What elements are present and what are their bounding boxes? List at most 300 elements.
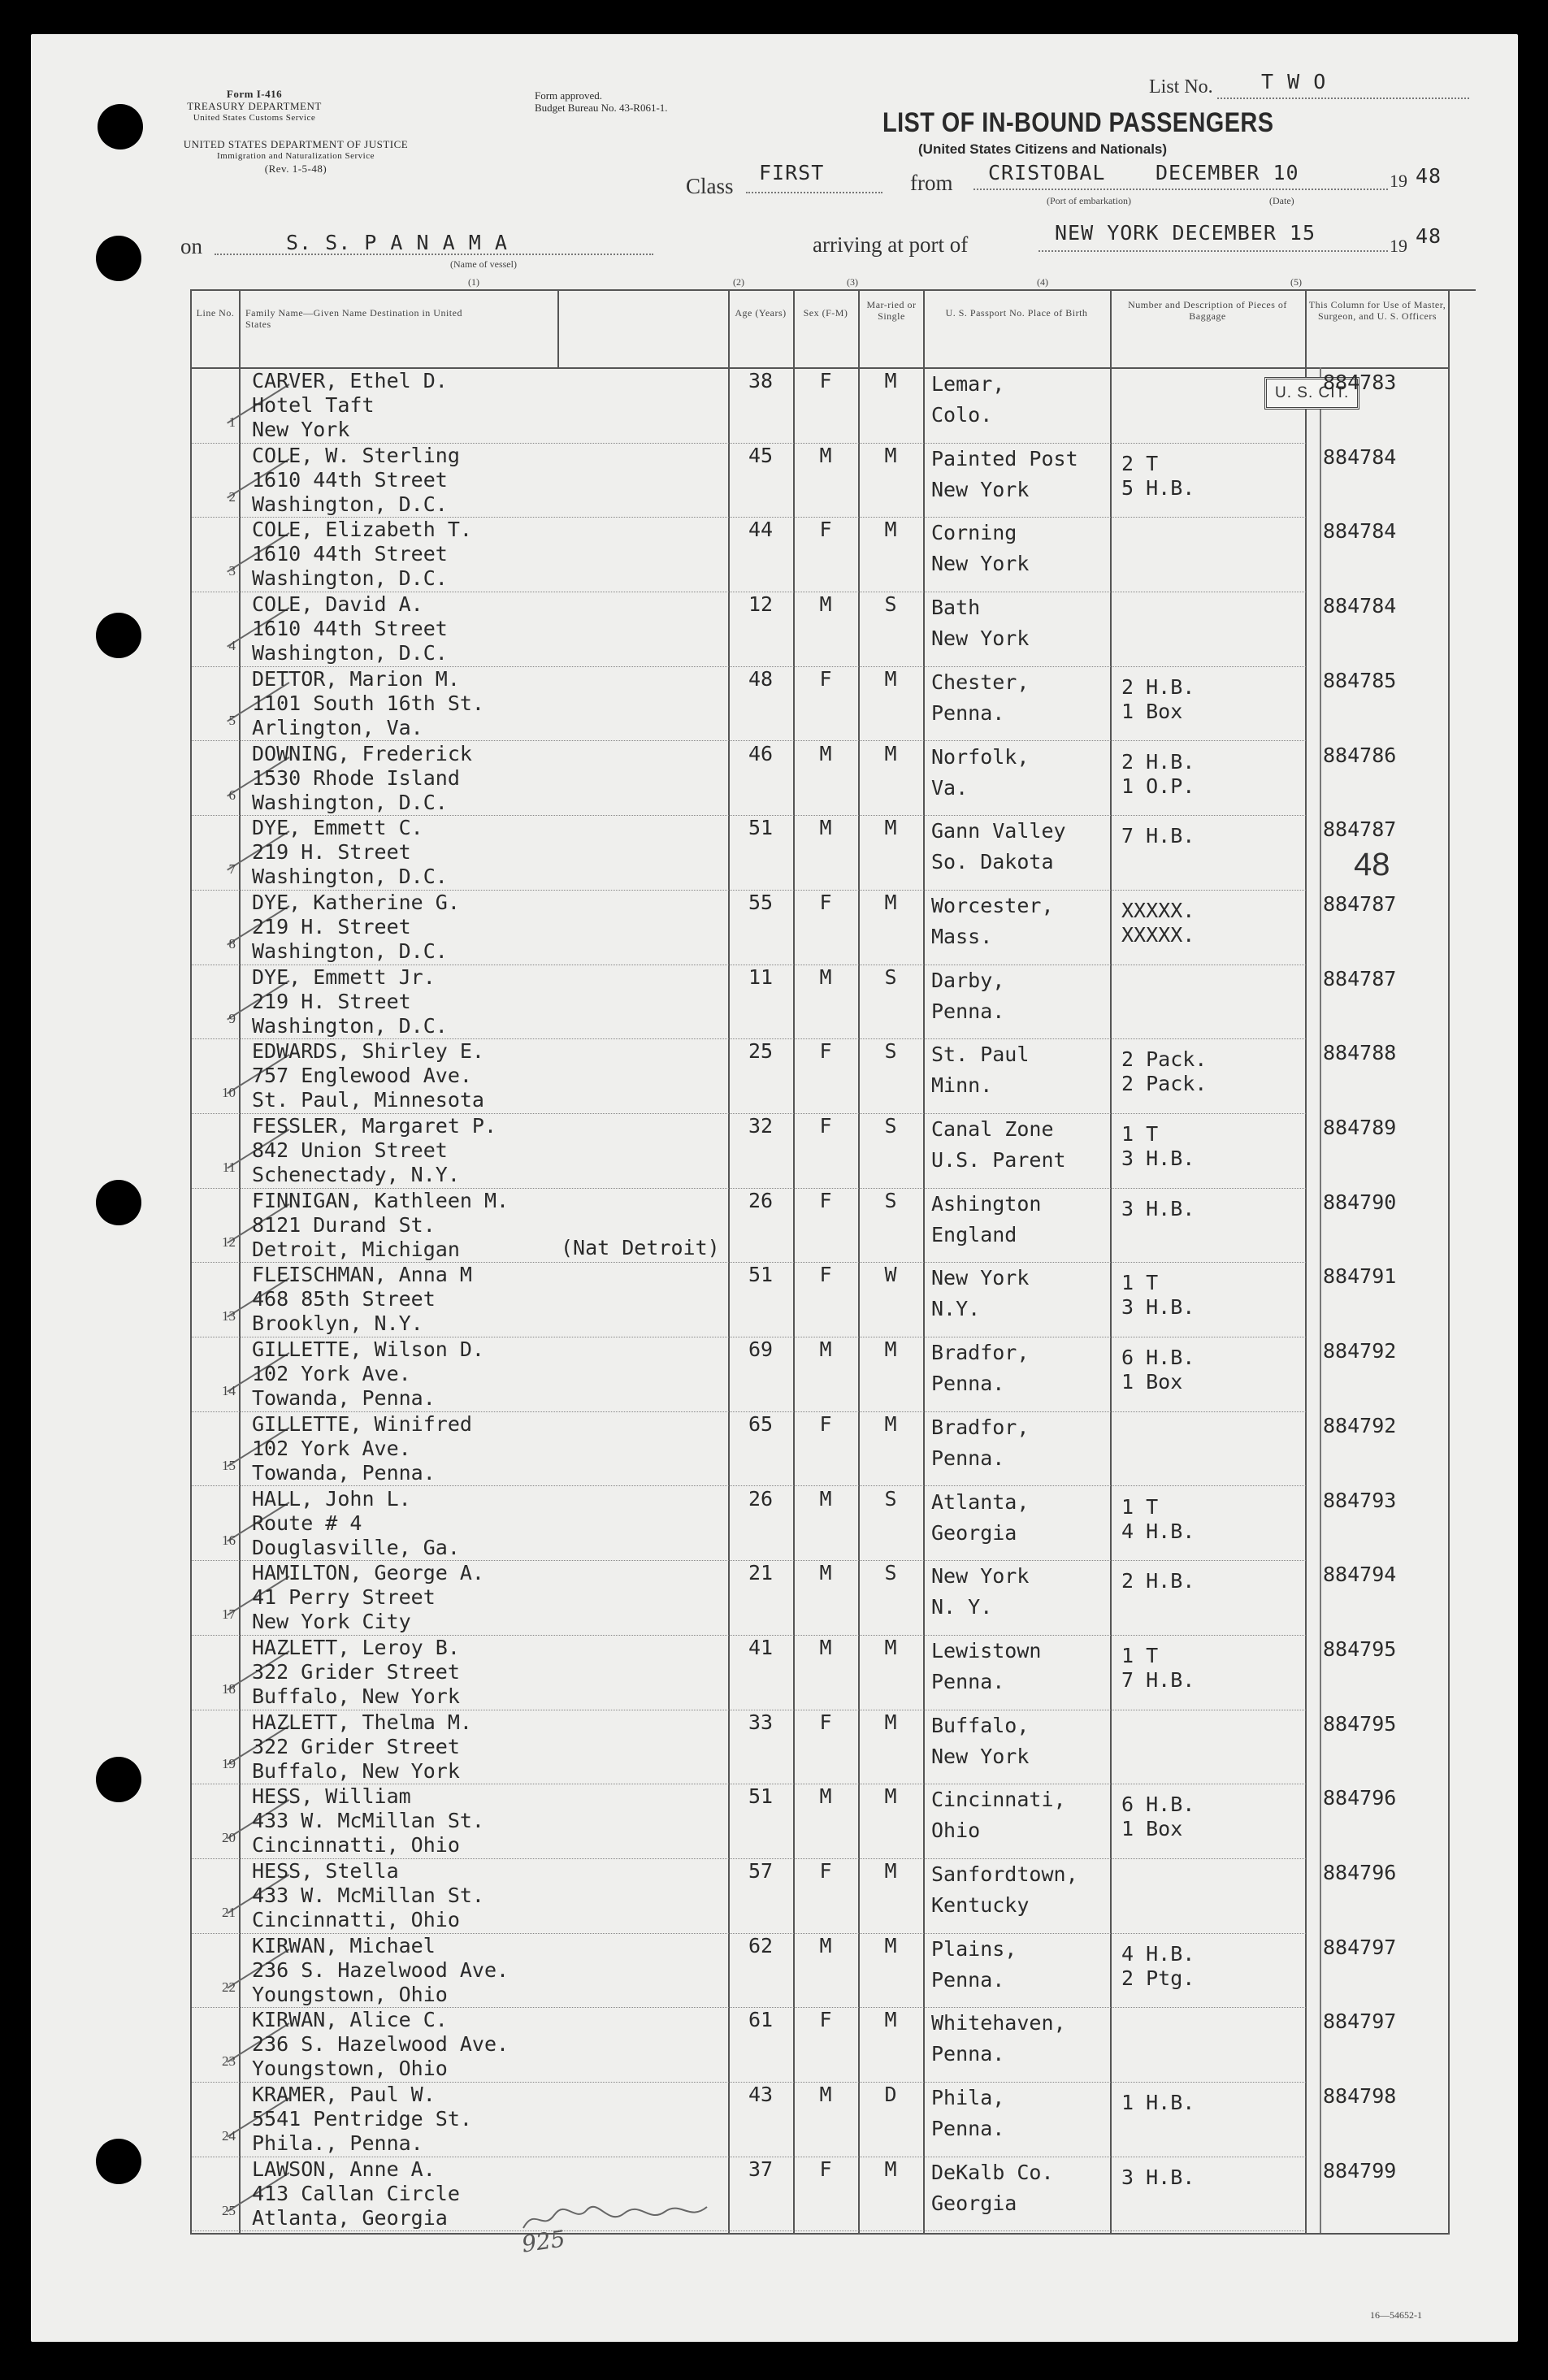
dept2-subname: Immigration and Naturalization Service bbox=[216, 151, 375, 161]
reference-number: 884796 bbox=[1323, 1786, 1397, 1810]
line-number: 12 bbox=[222, 1233, 236, 1250]
table-row bbox=[192, 1487, 1448, 1562]
reference-number: 884799 bbox=[1323, 2158, 1397, 2183]
sex: M bbox=[819, 1635, 832, 1659]
passenger-name: DYE, Emmett C. bbox=[252, 816, 423, 840]
marital-status: M bbox=[884, 369, 897, 392]
passenger-name: HALL, John L. bbox=[252, 1486, 411, 1511]
marital-status: S bbox=[884, 1188, 897, 1212]
baggage-line1: 2 H.B. bbox=[1121, 674, 1195, 699]
birth-place-line1: Bradfor, bbox=[931, 1415, 1030, 1439]
year-prefix-2: 19 bbox=[1390, 236, 1407, 256]
row-divider bbox=[192, 2230, 1306, 2231]
reference-number: 884795 bbox=[1323, 1711, 1397, 1736]
address-city: Detroit, Michigan bbox=[252, 1237, 460, 1261]
age: 48 bbox=[748, 666, 774, 691]
passenger-name: KIRWAN, Alice C. bbox=[252, 2008, 448, 2032]
line-number: 3 bbox=[228, 563, 236, 579]
baggage-line1: 6 H.B. bbox=[1121, 1793, 1195, 1817]
sex: F bbox=[819, 666, 832, 691]
line-number: 2 bbox=[228, 488, 236, 505]
passenger-name: DYE, Katherine G. bbox=[252, 890, 460, 914]
sex: F bbox=[819, 1114, 832, 1138]
baggage-line1: 2 Pack. bbox=[1121, 1047, 1208, 1072]
col-married: Mar-ried or Single bbox=[866, 299, 917, 322]
port-of-embarkation: CRISTOBAL bbox=[988, 161, 1106, 184]
line-number: 1 bbox=[228, 414, 236, 430]
sex: M bbox=[819, 816, 832, 840]
reference-number: 884792 bbox=[1323, 1413, 1397, 1437]
table-row bbox=[192, 1337, 1448, 1412]
address-city: Washington, D.C. bbox=[252, 492, 448, 516]
age: 43 bbox=[748, 2083, 774, 2107]
marital-status: M bbox=[884, 1411, 897, 1436]
address-city: Washington, D.C. bbox=[252, 790, 448, 814]
punch-hole bbox=[98, 104, 143, 150]
reference-number: 884787 bbox=[1323, 891, 1397, 916]
line-number: 10 bbox=[222, 1085, 236, 1101]
address-city: Cincinnatti, Ohio bbox=[252, 1908, 460, 1931]
passenger-name: GILLETTE, Winifred bbox=[252, 1411, 472, 1436]
birth-place-line2: So. Dakota bbox=[931, 850, 1054, 874]
date-caption: (Date) bbox=[1269, 195, 1294, 206]
line-number: 22 bbox=[222, 1979, 236, 1995]
reference-number: 884788 bbox=[1323, 1041, 1397, 1065]
col-age: Age (Years) bbox=[735, 307, 787, 319]
age: 26 bbox=[748, 1486, 774, 1511]
address-city: Washington, D.C. bbox=[252, 865, 448, 889]
passenger-name: DYE, Emmett Jr. bbox=[252, 965, 436, 989]
age: 55 bbox=[748, 890, 774, 914]
sex: F bbox=[819, 1710, 832, 1734]
birth-place-line1: Lewistown bbox=[931, 1638, 1042, 1663]
reference-number: 884784 bbox=[1323, 594, 1397, 618]
col-name: Family Name—Given Name Destination in United States bbox=[245, 307, 462, 330]
line-number: 4 bbox=[228, 638, 236, 654]
baggage-line2: 1 O.P. bbox=[1121, 774, 1195, 798]
table-row bbox=[192, 518, 1448, 592]
age: 37 bbox=[748, 2157, 774, 2181]
on-label: on bbox=[180, 234, 202, 258]
reference-number: 884783 bbox=[1323, 371, 1397, 394]
list-no-label: List No. bbox=[1149, 76, 1213, 98]
table-row bbox=[192, 1710, 1448, 1785]
year-prefix: 19 bbox=[1390, 171, 1407, 191]
address-city: Washington, D.C. bbox=[252, 566, 448, 591]
baggage-line1: 4 H.B. bbox=[1121, 1941, 1195, 1966]
marital-status: M bbox=[884, 816, 897, 840]
address-street: 468 85th Street bbox=[252, 1287, 436, 1311]
age: 62 bbox=[748, 1933, 774, 1957]
baggage-line2: 2 Pack. bbox=[1121, 1072, 1208, 1096]
age: 12 bbox=[748, 592, 774, 617]
baggage-line2: 2 Ptg. bbox=[1121, 1966, 1195, 1990]
address-street: Hotel Taft bbox=[252, 393, 375, 417]
line-number: 21 bbox=[222, 1905, 236, 1920]
line-number: 17 bbox=[222, 1606, 236, 1623]
passenger-name: FESSLER, Margaret P. bbox=[252, 1114, 497, 1138]
line-number: 9 bbox=[228, 1010, 236, 1026]
marital-status: M bbox=[884, 1710, 897, 1734]
address-street: 413 Callan Circle bbox=[252, 2181, 460, 2205]
col-passport: U. S. Passport No. Place of Birth bbox=[945, 307, 1088, 319]
marital-status: M bbox=[884, 1784, 897, 1809]
marital-status: M bbox=[884, 518, 897, 542]
birth-place-line2: Georgia bbox=[931, 2191, 1017, 2215]
baggage-line1: 7 H.B. bbox=[1121, 824, 1195, 848]
passenger-name: COLE, David A. bbox=[252, 592, 423, 617]
passenger-name: DOWNING, Frederick bbox=[252, 741, 472, 765]
baggage-line1: 3 H.B. bbox=[1121, 2165, 1195, 2189]
port-caption: (Port of embarkation) bbox=[1047, 195, 1131, 206]
reference-number: 884797 bbox=[1323, 2009, 1397, 2034]
age: 32 bbox=[748, 1114, 774, 1138]
reference-number: 884795 bbox=[1323, 1637, 1397, 1661]
line-number: 5 bbox=[228, 712, 236, 728]
embarkation-year: 48 bbox=[1416, 164, 1442, 188]
marital-status: M bbox=[884, 2157, 897, 2181]
reference-number: 884789 bbox=[1323, 1116, 1397, 1139]
reference-number: 884787 bbox=[1323, 817, 1397, 842]
marital-status: M bbox=[884, 1859, 897, 1883]
naturalization-note: (Nat Detroit) bbox=[561, 1235, 720, 1259]
baggage-line2: 3 H.B. bbox=[1121, 1147, 1195, 1170]
sex: M bbox=[819, 1337, 832, 1362]
baggage-line1: 2 H.B. bbox=[1121, 749, 1195, 774]
baggage-line2: 1 Box bbox=[1121, 1817, 1183, 1841]
birth-place-line1: Whitehaven, bbox=[931, 2011, 1066, 2035]
passenger-name: DETTOR, Marion M. bbox=[252, 666, 460, 691]
marital-status: S bbox=[884, 965, 897, 989]
sex: F bbox=[819, 2008, 832, 2032]
birth-place-line1: Norfolk, bbox=[931, 744, 1030, 769]
sex: F bbox=[819, 2157, 832, 2181]
budget-number: Budget Bureau No. 43-R061-1. bbox=[535, 102, 668, 114]
table-row bbox=[192, 1859, 1448, 1934]
table-row bbox=[192, 1039, 1448, 1114]
age: 51 bbox=[748, 1263, 774, 1287]
address-street: 757 Englewood Ave. bbox=[252, 1064, 472, 1088]
table-row bbox=[192, 1412, 1448, 1487]
baggage-line1: 1 T bbox=[1121, 1643, 1159, 1667]
address-street: 219 H. Street bbox=[252, 840, 411, 865]
birth-place-line2: U.S. Parent bbox=[931, 1148, 1066, 1172]
punch-hole bbox=[96, 1757, 141, 1802]
address-street: 842 Union Street bbox=[252, 1138, 448, 1162]
marital-status: M bbox=[884, 443, 897, 467]
table-row bbox=[192, 592, 1448, 667]
table-row bbox=[192, 1934, 1448, 2009]
marital-status: S bbox=[884, 1561, 897, 1585]
address-city: St. Paul, Minnesota bbox=[252, 1088, 484, 1112]
birth-place-line2: Mass. bbox=[931, 924, 993, 948]
birth-place-line1: Atlanta, bbox=[931, 1489, 1030, 1514]
passenger-name: EDWARDS, Shirley E. bbox=[252, 1039, 484, 1064]
birth-place-line2: Penna. bbox=[931, 1372, 1005, 1396]
passenger-name: HAZLETT, Thelma M. bbox=[252, 1710, 472, 1734]
birth-place-line2: Penna. bbox=[931, 2117, 1005, 2141]
passenger-name: HESS, William bbox=[252, 1784, 411, 1809]
reference-number: 884784 bbox=[1323, 519, 1397, 544]
reference-number: 884786 bbox=[1323, 743, 1397, 767]
address-street: 433 W. McMillan St. bbox=[252, 1809, 484, 1833]
age: 41 bbox=[748, 1635, 774, 1659]
address-city: New York bbox=[252, 418, 350, 441]
marital-status: M bbox=[884, 1933, 897, 1957]
address-city: Youngstown, Ohio bbox=[252, 2057, 448, 2081]
line-number: 25 bbox=[222, 2202, 236, 2218]
passenger-name: HAMILTON, George A. bbox=[252, 1561, 484, 1585]
sex: M bbox=[819, 1561, 832, 1585]
passenger-name: HESS, Stella bbox=[252, 1859, 399, 1883]
vessel-caption: (Name of vessel) bbox=[450, 258, 517, 270]
address-street: 8121 Durand St. bbox=[252, 1212, 436, 1237]
line-number: 6 bbox=[228, 787, 236, 803]
birth-place-line2: New York bbox=[931, 626, 1030, 651]
birth-place-line1: Darby, bbox=[931, 968, 1005, 992]
table-row bbox=[192, 1784, 1448, 1859]
marital-status: S bbox=[884, 1486, 897, 1511]
reference-number: 884798 bbox=[1323, 2084, 1397, 2109]
line-number: 8 bbox=[228, 935, 236, 952]
sex: F bbox=[819, 369, 832, 392]
age: 65 bbox=[748, 1411, 774, 1436]
marital-status: S bbox=[884, 1039, 897, 1064]
birth-place-line2: Penna. bbox=[931, 1446, 1005, 1470]
birth-place-line1: DeKalb Co. bbox=[931, 2160, 1054, 2184]
address-city: Schenectady, N.Y. bbox=[252, 1163, 460, 1186]
address-street: 102 York Ave. bbox=[252, 1362, 411, 1386]
birth-place-line1: Buffalo, bbox=[931, 1713, 1030, 1737]
age: 38 bbox=[748, 369, 774, 392]
baggage-line1: 1 T bbox=[1121, 1271, 1159, 1295]
col-number-5: (5) bbox=[1290, 276, 1302, 288]
reference-number: 884785 bbox=[1323, 668, 1397, 692]
col-baggage: Number and Description of Pieces of Baggage bbox=[1128, 299, 1287, 322]
reference-number: 884790 bbox=[1323, 1190, 1397, 1214]
baggage-line1: 6 H.B. bbox=[1121, 1346, 1195, 1370]
address-city: Washington, D.C. bbox=[252, 641, 448, 665]
birth-place-line1: Canal Zone bbox=[931, 1117, 1054, 1141]
marital-status: S bbox=[884, 592, 897, 617]
passenger-name: COLE, Elizabeth T. bbox=[252, 518, 472, 542]
address-city: Youngstown, Ohio bbox=[252, 1982, 448, 2006]
col-sex: Sex (F-M) bbox=[803, 307, 848, 319]
address-city: Washington, D.C. bbox=[252, 939, 448, 963]
baggage-line2: 1 Box bbox=[1121, 1370, 1183, 1394]
address-city: Arlington, Va. bbox=[252, 715, 423, 739]
address-street: 236 S. Hazelwood Ave. bbox=[252, 1957, 509, 1982]
address-city: Cincinnatti, Ohio bbox=[252, 1833, 460, 1858]
table-row bbox=[192, 816, 1448, 891]
birth-place-line1: New York bbox=[931, 1564, 1030, 1589]
birth-place-line2: Penna. bbox=[931, 1669, 1005, 1693]
sex: M bbox=[819, 2083, 832, 2107]
form-number: Form I-416 bbox=[226, 88, 283, 100]
reference-number: 884784 bbox=[1323, 444, 1397, 469]
birth-place-line1: Bath bbox=[931, 596, 981, 620]
address-city: Buffalo, New York bbox=[252, 1684, 460, 1708]
baggage-line2: 7 H.B. bbox=[1121, 1667, 1195, 1692]
reference-number: 884796 bbox=[1323, 1861, 1397, 1884]
birth-place-line1: Lemar, bbox=[931, 372, 1005, 396]
punch-hole bbox=[96, 236, 141, 281]
address-street: 1101 South 16th St. bbox=[252, 691, 484, 715]
address-street: 219 H. Street bbox=[252, 989, 411, 1013]
address-street: 1530 Rhode Island bbox=[252, 765, 460, 790]
dept-name: TREASURY DEPARTMENT bbox=[187, 100, 322, 112]
birth-place-line1: Chester, bbox=[931, 670, 1030, 694]
birth-place-line2: Georgia bbox=[931, 1520, 1017, 1545]
age: 21 bbox=[748, 1561, 774, 1585]
sex: M bbox=[819, 1486, 832, 1511]
sex: M bbox=[819, 741, 832, 765]
embarkation-date: DECEMBER 10 bbox=[1156, 161, 1299, 184]
address-street: 5541 Pentridge St. bbox=[252, 2107, 472, 2131]
line-number: 7 bbox=[228, 861, 236, 878]
age: 25 bbox=[748, 1039, 774, 1064]
reference-number: 884791 bbox=[1323, 1264, 1397, 1289]
address-street: 322 Grider Street bbox=[252, 1734, 460, 1758]
age: 46 bbox=[748, 741, 774, 765]
address-street: 102 York Ave. bbox=[252, 1436, 411, 1460]
baggage-line1: 1 T bbox=[1121, 1494, 1159, 1519]
age: 61 bbox=[748, 2008, 774, 2032]
birth-place-line2: New York bbox=[931, 552, 1030, 576]
sex: M bbox=[819, 1784, 832, 1809]
baggage-line2: 5 H.B. bbox=[1121, 475, 1195, 500]
sex: M bbox=[819, 443, 832, 467]
marital-status: M bbox=[884, 1337, 897, 1362]
line-number: 11 bbox=[222, 1160, 236, 1175]
marital-status: M bbox=[884, 2008, 897, 2032]
address-city: New York City bbox=[252, 1610, 411, 1634]
birth-place-line1: Gann Valley bbox=[931, 819, 1066, 843]
birth-place-line2: Penna. bbox=[931, 2042, 1005, 2066]
birth-place-line2: England bbox=[931, 1222, 1017, 1246]
reference-number: 884794 bbox=[1323, 1563, 1397, 1587]
baggage-line1: 3 H.B. bbox=[1121, 1196, 1195, 1220]
sex: M bbox=[819, 1933, 832, 1957]
table-row bbox=[192, 2008, 1448, 2083]
marital-status: W bbox=[884, 1263, 897, 1287]
table-row bbox=[192, 2083, 1448, 2157]
address-city: Brooklyn, N.Y. bbox=[252, 1311, 423, 1336]
age: 51 bbox=[748, 816, 774, 840]
marital-status: D bbox=[884, 2083, 897, 2107]
address-street: 1610 44th Street bbox=[252, 617, 448, 641]
table-row bbox=[192, 1263, 1448, 1337]
address-street: 322 Grider Street bbox=[252, 1659, 460, 1684]
address-street: Route # 4 bbox=[252, 1511, 362, 1535]
line-number: 13 bbox=[222, 1308, 236, 1324]
birth-place-line1: Ashington bbox=[931, 1191, 1042, 1216]
sex: M bbox=[819, 592, 832, 617]
punch-hole bbox=[96, 2139, 141, 2184]
line-number: 18 bbox=[222, 1680, 236, 1697]
marital-status: M bbox=[884, 1635, 897, 1659]
line-number: 16 bbox=[222, 1532, 236, 1548]
passenger-name: KIRWAN, Michael bbox=[252, 1933, 436, 1957]
birth-place-line1: Cincinnati, bbox=[931, 1788, 1066, 1812]
address-city: Towanda, Penna. bbox=[252, 1386, 436, 1411]
marital-status: S bbox=[884, 1114, 897, 1138]
birth-place-line1: St. Paul bbox=[931, 1043, 1030, 1067]
age: 11 bbox=[748, 965, 774, 989]
age: 33 bbox=[748, 1710, 774, 1734]
address-street: 41 Perry Street bbox=[252, 1585, 436, 1610]
passenger-name: COLE, W. Sterling bbox=[252, 443, 460, 467]
table-row bbox=[192, 667, 1448, 742]
passenger-table bbox=[190, 289, 1450, 2235]
birth-place-line2: N.Y. bbox=[931, 1297, 981, 1321]
table-row bbox=[192, 2157, 1448, 2232]
sex: F bbox=[819, 1411, 832, 1436]
from-label: from bbox=[910, 171, 953, 195]
reference-number: 884797 bbox=[1323, 1935, 1397, 1959]
sex: F bbox=[819, 1039, 832, 1064]
birth-place-line2: New York bbox=[931, 1744, 1030, 1768]
sex: M bbox=[819, 965, 832, 989]
arrival-year: 48 bbox=[1416, 224, 1442, 248]
passenger-name: FINNIGAN, Kathleen M. bbox=[252, 1188, 509, 1212]
col-officers: This Column for Use of Master, Surgeon, and U. S. Officers bbox=[1308, 299, 1446, 322]
sex: F bbox=[819, 518, 832, 542]
address-city: Washington, D.C. bbox=[252, 1013, 448, 1038]
birth-place-line1: Phila, bbox=[931, 2086, 1005, 2110]
reference-number: 884793 bbox=[1323, 1488, 1397, 1512]
birth-place-line1: Sanfordtown, bbox=[931, 1862, 1078, 1886]
form-subtitle: (United States Citizens and Nationals) bbox=[918, 141, 1168, 157]
baggage-line2: 4 H.B. bbox=[1121, 1519, 1195, 1543]
marital-status: M bbox=[884, 890, 897, 914]
address-city: Buffalo, New York bbox=[252, 1758, 460, 1783]
line-number: 20 bbox=[222, 1830, 236, 1846]
sex: F bbox=[819, 1188, 832, 1212]
form-approved: Form approved. bbox=[535, 89, 603, 102]
passenger-name: FLEISCHMAN, Anna M bbox=[252, 1263, 472, 1287]
baggage-line1: 1 H.B. bbox=[1121, 2091, 1195, 2115]
birth-place-line2: Penna. bbox=[931, 700, 1005, 725]
reference-number: 884792 bbox=[1323, 1339, 1397, 1363]
form-title: LIST OF IN-BOUND PASSENGERS bbox=[882, 107, 1274, 138]
address-street: 1610 44th Street bbox=[252, 542, 448, 566]
marital-status: M bbox=[884, 666, 897, 691]
passenger-name: KRAMER, Paul W. bbox=[252, 2083, 436, 2107]
birth-place-line2: Penna. bbox=[931, 1967, 1005, 1992]
birth-place-line2: Penna. bbox=[931, 999, 1005, 1023]
baggage-line1: 1 T bbox=[1121, 1122, 1159, 1146]
birth-place-line2: Va. bbox=[931, 775, 969, 800]
birth-place-line1: Corning bbox=[931, 521, 1017, 545]
sex: F bbox=[819, 1263, 832, 1287]
sex: F bbox=[819, 890, 832, 914]
birth-place-line2: New York bbox=[931, 477, 1030, 501]
baggage-line2: 3 H.B. bbox=[1121, 1295, 1195, 1320]
birth-place-line1: New York bbox=[931, 1266, 1030, 1290]
passenger-name: GILLETTE, Wilson D. bbox=[252, 1337, 484, 1362]
us-citizen-stamp: U. S. CIT. bbox=[1264, 377, 1359, 410]
age: 44 bbox=[748, 518, 774, 542]
address-street: 433 W. McMillan St. bbox=[252, 1884, 484, 1907]
baggage-line1: 2 H.B. bbox=[1121, 1569, 1195, 1593]
form-revision: (Rev. 1-5-48) bbox=[264, 163, 327, 175]
address-street: 236 S. Hazelwood Ave. bbox=[252, 2032, 509, 2057]
margin-number: 48 bbox=[1354, 847, 1390, 882]
table-row bbox=[192, 742, 1448, 817]
col-line-no: Line No. bbox=[196, 307, 235, 319]
punch-hole bbox=[96, 613, 141, 658]
